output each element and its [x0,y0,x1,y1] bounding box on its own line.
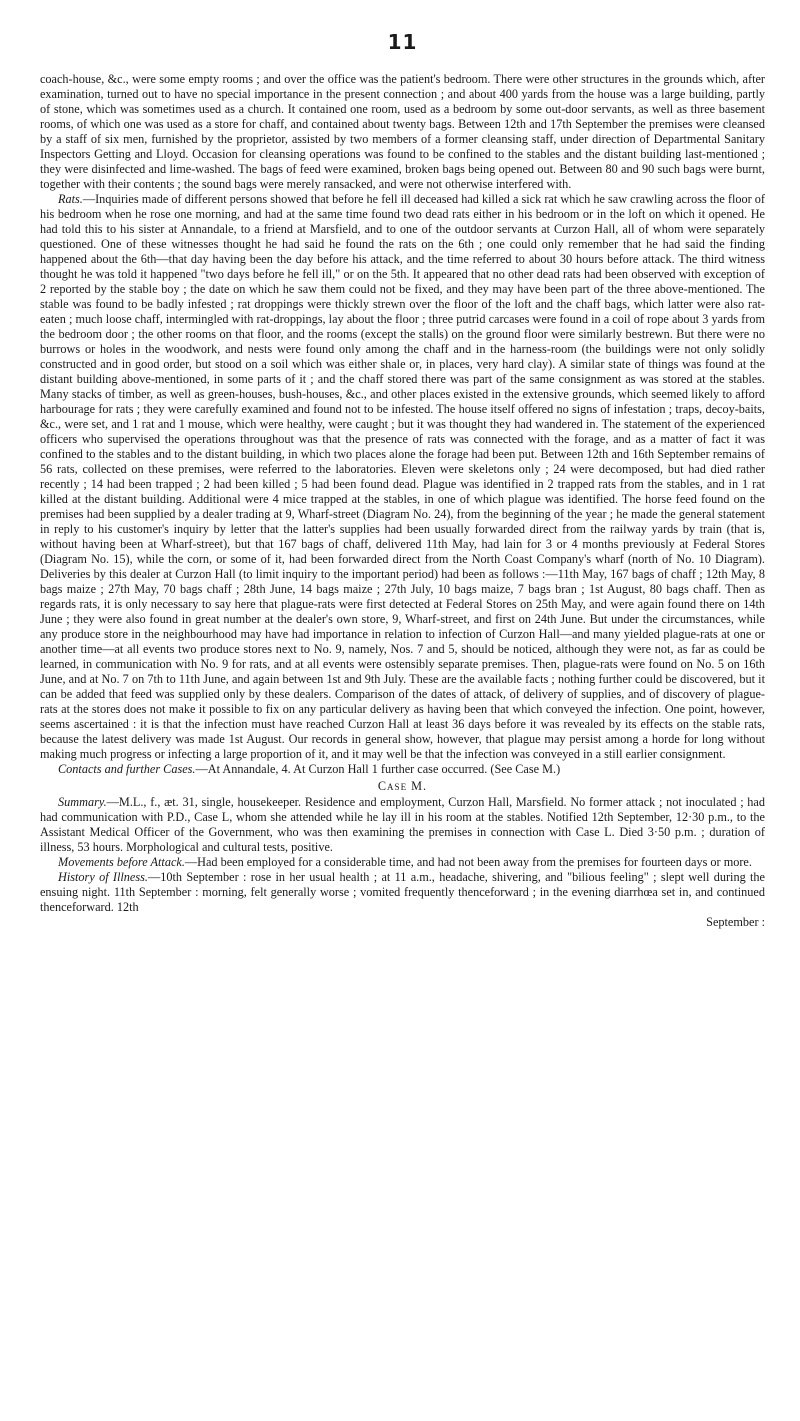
continuation-text: September : [706,915,765,929]
paragraph-text: —Inquiries made of different persons showed that before he fell ill deceased had killed a sick rat which he saw crawling across the floor of his bedroom when he rose one morning, and had at the same time found two dead rats either in his bedroom or in the loft on which it opened. He had told this to his sister at Annandale, to a friend at Marsfield, and to one of the outdoor servants at Curzon Hall, all of whom were separately questioned. One of these witnesses thought he had said he found the rats on the 6th ; one could only remember that he had said the finding happened about the 6th—that day having been the day before his attack, and the time referred to about 30 hours before attack. The third witness thought he was told it happened "two days before he fell ill," or on the 5th. It appeared that no other dead rats had been observed with exception of 2 reported by the stable boy ; the date on which he saw them could not be fixed, and they may have been part of the three above-mentioned. The stable was found to be badly infested ; rat droppings were thickly strewn over the floor of the loft and the chaff bags, which latter were also rat-eaten ; much loose chaff, intermingled with rat-droppings, lay about the floor ; three putrid carcases were found in a coil of rope about 3 yards from the bedroom door ; the other rooms on that floor, and the rooms (except the stalls) on the ground floor were similarly bestrewn. But there were no burrows or holes in the woodwork, and nests were found only among the chaff and in the harness-room (the buildings were not only solidly constructed and in good order, but stood on a soil which was either shale or, in places, very hard clay). A similar state of things was found at the distant building above-mentioned, in some parts of it ; and the chaff stored there was part of the same consignment as was stored at the stables. Many stacks of timber, as well as green-houses, bush-houses, &c., and other places existed in the extensive grounds, which seemed likely to afford harbourage for rats ; they were carefully examined and found not to be infested. The house itself offered no signs of infestation ; traps, decoy-baits, &c., were set, and 1 rat and 1 mouse, which were healthy, were caught ; but it was thought they had wandered in. The statement of the experienced officers who supervised the operations throughout was that the presence of rats was connected with the forage, and as a matter of fact it was confined to the stables and to the distant building, in which two places alone the forage had been put. Between 12th and 16th September remains of 56 rats, collected on these premises, were referred to the laboratories. Eleven were skeletons only ; 24 were decomposed, but had died rather recently ; 14 had been trapped ; 2 had been killed ; 5 had been found dead. Plague was identified in 2 trapped rats from the stables, and in 1 rat killed at the distant building. Additional were 4 mice trapped at the stables, in one of which plague was identified. The horse feed found on the premises had been supplied by a dealer trading at 9, Wharf-street (Diagram No. 24), from the beginning of the year ; he made the general statement in reply to his customer's inquiry by letter that the latter's supplies had been usually forwarded direct from the railway yards by train (that is, without having been at Wharf-street), but that 167 bags of chaff, delivered 11th May, had lain for 3 or 4 months previously at Federal Stores (Diagram No. 15), while the corn, or some of it, had been forwarded direct from the North Coast Company's wharf (north of No. 10 Diagram). Deliveries by this dealer at Curzon Hall (to limit inquiry to the important period) had been as follows :—11th May, 167 bags of chaff ; 12th May, 8 bags maize ; 27th May, 70 bags chaff ; 28th June, 14 bags maize ; 27th July, 10 bags maize, 7 bags bran ; 1st August, 80 bags chaff. Then as regards rats, it is only necessary to say here that plague-rats were first detected at Federal Stores on 25th May, and were again found there on 14th June ; they were also found in great number at the dealer's own store, 9, Wharf-street, and first on 24th June. But under the circumstances, while any produce store in the neighbourhood may have had importance in relation to infection of Curzon Hall—and many yielded plague-rats at one or another time—at all events two produce stores next to No. 9, namely, Nos. 7 and 5, should be noticed, although they were not, as far as could be learned, in communication with No. 9 for rats, and at all events were ostensibly separate premises. Then, plague-rats were found on No. 5 on 16th June, and at No. 7 on 7th to 11th June, and again between 1st and 9th July. These are the available facts ; nothing further could be discovered, but it can be added that feed was supplied only by these dealers. Comparison of the dates of attack, of delivery of supplies, and of discovery of plague-rats at the stores does not make it possible to fix on any particular delivery as having been that which conveyed the infection. One point, however, seems ascertained : it is that the infection must have reached Curzon Hall at least 36 days before it was revealed by its effects on the stable rats, because the latest delivery was made 1st August. Our records in general show, however, that plague may persist among a horde for long without making much progress or infecting a large proportion of it, and it may well be that the infection was conveyed in a still earlier consignment. [40,192,765,761]
paragraph-lead-rats: Rats. [58,192,83,206]
paragraph-text: —10th September : rose in her usual health ; at 11 a.m., headache, shivering, and "bilious feeling" ; slept well during the ensuing night. 11th September : morning, felt generally worse ; vomited frequently thenceforward ; in the evening diarrhœa set in, and continued thenceforward. 12th [40,870,765,914]
page-number: 11 [387,30,418,54]
paragraph-lead-movements: Movements before Attack. [58,855,185,869]
paragraph-text: —M.L., f., æt. 31, single, housekeeper. Residence and employment, Curzon Hall, Marsfield. No former attack ; not inoculated ; had had communication with P.D., Case L, whom she attended while he lay ill in his room at the stables. Notified 12th September, 12·30 p.m., to the Assistant Medical Officer of the Government, who was then examining the premises in connection with Case L. Died 3·50 p.m. ; duration of illness, 53 hours. Morphological and cultural tests, positive. [40,795,765,854]
paragraph-lead-contacts: Contacts and further Cases. [58,762,196,776]
paragraph-premises [40,72,765,192]
paragraph-text: —At Annandale, 4. At Curzon Hall 1 further case occurred. (See Case M.) [195,762,561,776]
paragraph-lead-history: History of Illness. [58,870,148,884]
paragraph-text: —Had been employed for a considerable time, and had not been away from the premises for fourteen days or more. [184,855,752,869]
paragraph-history [40,870,765,915]
document-page [40,30,765,930]
paragraph-text: coach-house, &c., were some empty rooms ; and over the office was the patient's bedroom. There were other structures in the grounds which, after examination, turned out to have no special importance in the present connection ; and about 400 yards from the house was a large building, partly of stone, which was sometimes used as a church. It contained one room, used as a bedroom by some out-door servants, as well as three basement rooms, of which one was used as a store for chaff, and contained about twenty bags. Between 12th and 17th September the premises were cleansed by a staff of six men, furnished by the proprietor, assisted by two members of a former cleansing staff, under direction of Departmental Sanitary Inspectors Getting and Lloyd. Occasion for cleansing operations was found to be confined to the stables and the distant building last-mentioned ; they were disinfected and lime-washed. The bags of feed were examined, broken bags being opened out. Between 80 and 90 such bags were burnt, together with their contents ; the sound bags were merely ransacked, and were not otherwise interfered with. [40,72,765,191]
case-heading: Case M. [377,779,428,793]
paragraph-rats [40,192,765,762]
paragraph-movements [40,855,765,870]
paragraph-lead-summary: Summary. [58,795,107,809]
paragraph-contacts [40,762,765,777]
paragraph-summary [40,795,765,855]
